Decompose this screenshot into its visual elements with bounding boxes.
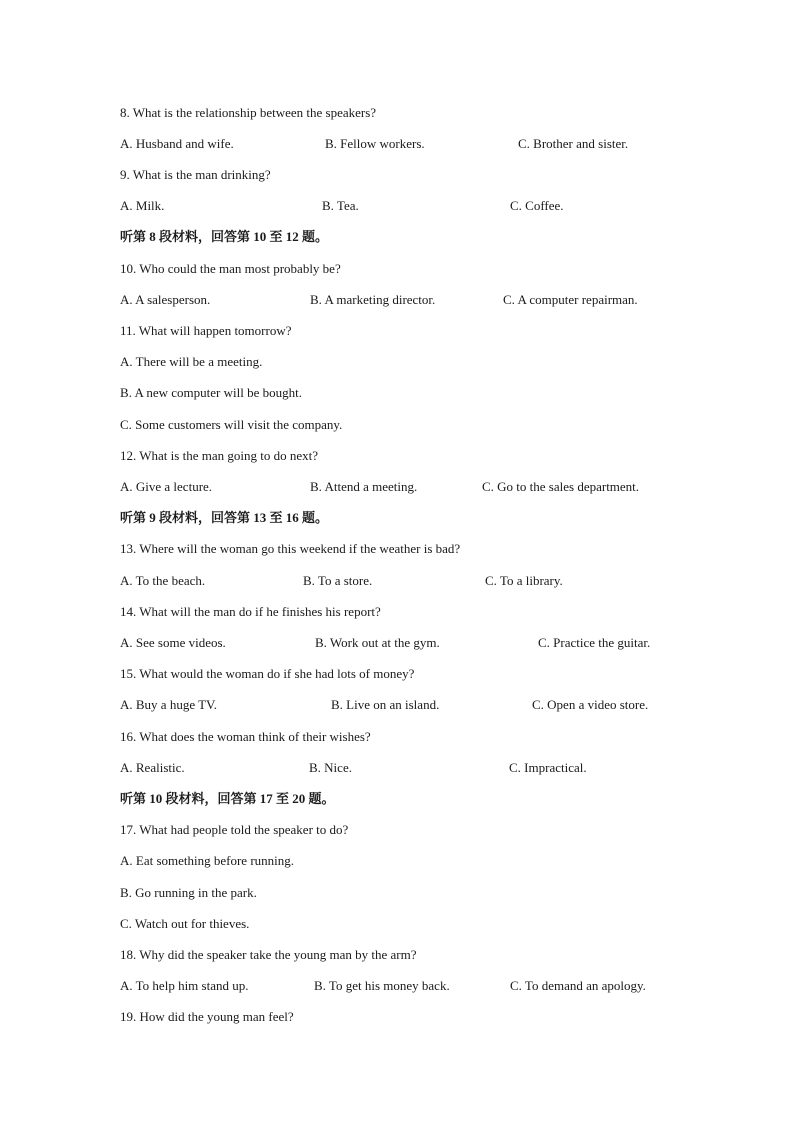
q12-option-b: B. Attend a meeting. xyxy=(310,479,418,494)
q11-option-b: B. A new computer will be bought. xyxy=(120,385,302,400)
question-11: 11. What will happen tomorrow? xyxy=(120,323,292,338)
q16-option-a: A. Realistic. xyxy=(120,760,185,775)
question-18: 18. Why did the speaker take the young man by the arm? xyxy=(120,947,417,962)
question-17: 17. What had people told the speaker to do? xyxy=(120,822,349,837)
section-heading-8: 听第 8 段材料，回答第 10 至 12 题。 xyxy=(120,229,329,244)
question-13: 13. Where will the woman go this weekend if the weather is bad? xyxy=(120,541,461,556)
q10-option-c: C. A computer repairman. xyxy=(503,292,638,307)
section-heading-10: 听第 10 段材料，回答第 17 至 20 题。 xyxy=(120,791,335,806)
q17-option-a: A. Eat something before running. xyxy=(120,853,295,868)
question-10: 10. Who could the man most probably be? xyxy=(120,261,341,276)
question-15: 15. What would the woman do if she had lots of money? xyxy=(120,666,415,681)
q14-option-a: A. See some videos. xyxy=(120,635,226,650)
q9-option-a: A. Milk. xyxy=(120,198,165,213)
q15-option-c: C. Open a video store. xyxy=(532,697,649,712)
question-16: 16. What does the woman think of their wishes? xyxy=(120,729,371,744)
q16-option-c: C. Impractical. xyxy=(509,760,587,775)
question-14: 14. What will the man do if he finishes his report? xyxy=(120,604,381,619)
q14-option-c: C. Practice the guitar. xyxy=(538,635,651,650)
q11-option-c: C. Some customers will visit the company. xyxy=(120,417,343,432)
question-9: 9. What is the man drinking? xyxy=(120,167,271,182)
q15-option-a: A. Buy a huge TV. xyxy=(120,697,218,712)
q9-option-c: C. Coffee. xyxy=(510,198,564,213)
q16-option-b: B. Nice. xyxy=(309,760,352,775)
question-19: 19. How did the young man feel? xyxy=(120,1009,294,1024)
q11-option-a: A. There will be a meeting. xyxy=(120,354,263,369)
q13-option-c: C. To a library. xyxy=(485,573,563,588)
q17-option-b: B. Go running in the park. xyxy=(120,885,257,900)
q17-option-c: C. Watch out for thieves. xyxy=(120,916,250,931)
q8-option-c: C. Brother and sister. xyxy=(518,136,629,151)
q18-option-a: A. To help him stand up. xyxy=(120,978,249,993)
q12-option-c: C. Go to the sales department. xyxy=(482,479,640,494)
q8-option-a: A. Husband and wife. xyxy=(120,136,234,151)
question-8: 8. What is the relationship between the speakers? xyxy=(120,105,377,120)
q15-option-b: B. Live on an island. xyxy=(331,697,440,712)
q13-option-a: A. To the beach. xyxy=(120,573,206,588)
q13-option-b: B. To a store. xyxy=(303,573,373,588)
q18-option-b: B. To get his money back. xyxy=(314,978,450,993)
q10-option-a: A. A salesperson. xyxy=(120,292,211,307)
q18-option-c: C. To demand an apology. xyxy=(510,978,646,993)
section-heading-9: 听第 9 段材料，回答第 13 至 16 题。 xyxy=(120,510,329,525)
q12-option-a: A. Give a lecture. xyxy=(120,479,213,494)
q9-option-b: B. Tea. xyxy=(322,198,359,213)
question-12: 12. What is the man going to do next? xyxy=(120,448,318,463)
q10-option-b: B. A marketing director. xyxy=(310,292,436,307)
q14-option-b: B. Work out at the gym. xyxy=(315,635,440,650)
q8-option-b: B. Fellow workers. xyxy=(325,136,425,151)
